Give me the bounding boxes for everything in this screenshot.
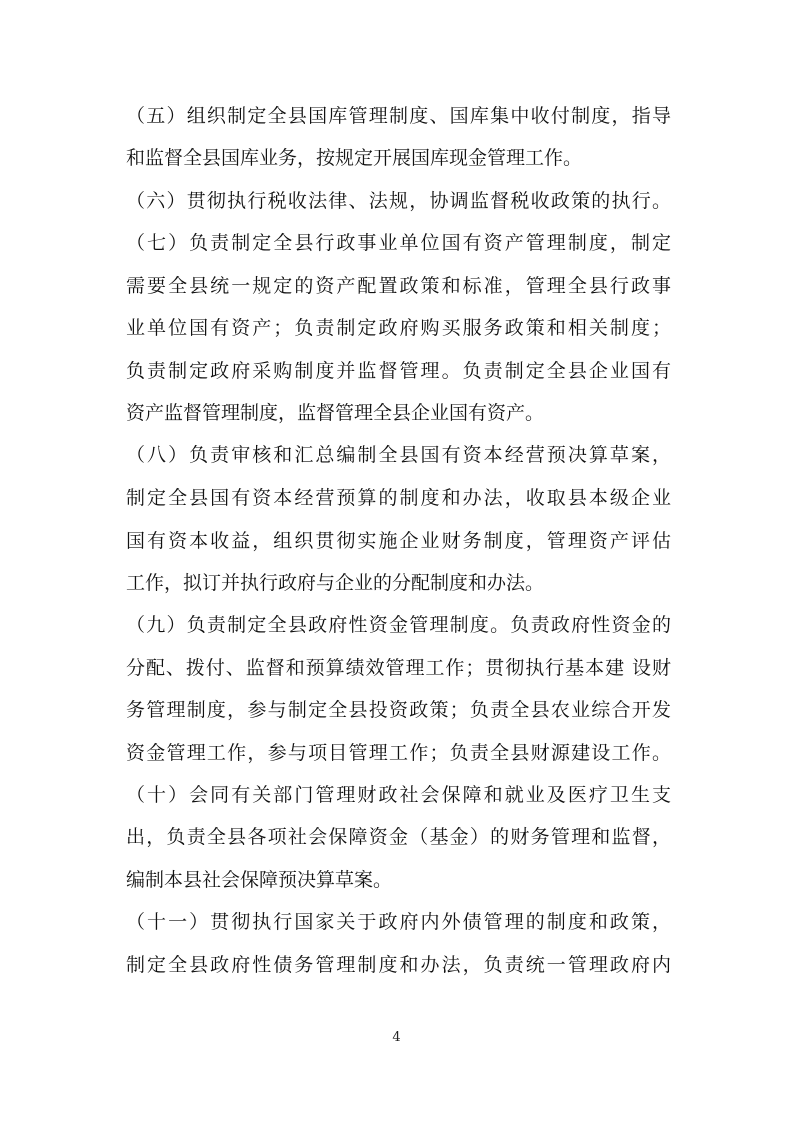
paragraph-line: （六）贯彻执行税收法律、法规，协调监督税收政策的执行。 (126, 190, 671, 212)
paragraph-line: 制定全县国有资本经营预算的制度和办法，收取县本级企业 (126, 487, 671, 509)
page-number: 4 (392, 1030, 401, 1045)
paragraph-line: （十）会同有关部门管理财政社会保障和就业及医疗卫生支 (126, 784, 671, 806)
paragraph-line: 务管理制度，参与制定全县投资政策；负责全县农业综合开发 (126, 699, 671, 721)
paragraph-line: 资产监督管理制度，监督管理全县企业国有资产。 (126, 402, 545, 424)
paragraph-line: 出，负责全县各项社会保障资金（基金）的财务管理和监督， (126, 826, 671, 848)
paragraph-line: 负责制定政府采购制度并监督管理。负责制定全县企业国有 (126, 360, 671, 382)
paragraph-line: （八）负责审核和汇总编制全县国有资本经营预决算草案， (126, 444, 671, 466)
paragraph-line: 资金管理工作，参与项目管理工作；负责全县财源建设工作。 (126, 742, 671, 764)
paragraph-line: 国有资本收益，组织贯彻实施企业财务制度，管理资产评估 (126, 530, 671, 552)
paragraph-line: 工作，拟订并执行政府与企业的分配制度和办法。 (126, 572, 545, 594)
paragraph-line: 制定全县政府性债务管理制度和办法，负责统一管理政府内 (126, 954, 671, 976)
paragraph-line: 业单位国有资产；负责制定政府购买服务政策和相关制度； (126, 317, 671, 339)
paragraph-line: 编制本县社会保障预决算草案。 (126, 869, 393, 891)
paragraph-line: （十一）贯彻执行国家关于政府内外债管理的制度和政策， (126, 911, 671, 933)
paragraph-line: 分配、拨付、监督和预算绩效管理工作；贯彻执行基本建 设财 (126, 657, 671, 679)
paragraph-line: （九）负责制定全县政府性资金管理制度。负责政府性资金的 (126, 614, 671, 636)
paragraph-line: （七）负责制定全县行政事业单位国有资产管理制度，制定 (126, 232, 671, 254)
paragraph-line: 需要全县统一规定的资产配置政策和标准，管理全县行政事 (126, 275, 671, 297)
paragraph-line: （五）组织制定全县国库管理制度、国库集中收付制度，指导 (126, 105, 671, 127)
paragraph-line: 和监督全县国库业务，按规定开展国库现金管理工作。 (126, 147, 583, 169)
